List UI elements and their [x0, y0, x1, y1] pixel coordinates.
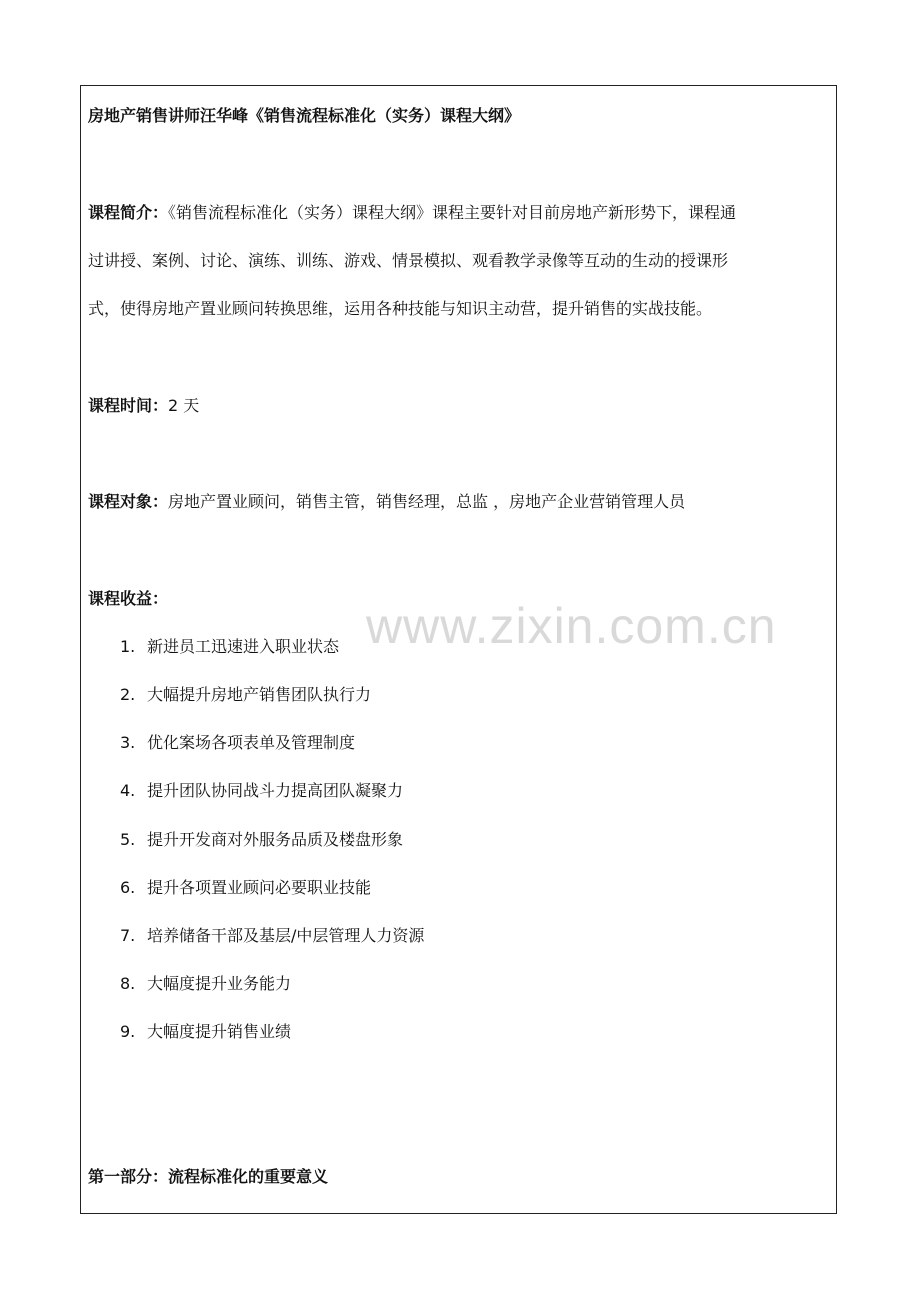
benefit-text: 提升各项置业顾问必要职业技能	[147, 878, 372, 897]
benefit-text: 优化案场各项表单及管理制度	[147, 733, 356, 752]
benefit-text: 大幅提升房地产销售团队执行力	[147, 685, 372, 704]
intro-line-2: 过讲授、案例、讨论、演练、训练、游戏、情景模拟、观看教学录像等互动的生动的授课形	[88, 251, 729, 270]
benefit-number: 1.	[120, 637, 136, 656]
audience-value: 房地产置业顾问，销售主管，销售经理，总监 ，房地产企业营销管理人员	[168, 492, 686, 511]
benefit-item	[120, 924, 424, 948]
benefit-item	[120, 635, 339, 659]
watermark: www.zixin.com.cn	[366, 598, 777, 654]
section-heading: 第一部分：流程标准化的重要意义	[88, 1167, 329, 1186]
benefit-item	[120, 683, 371, 707]
benefit-item	[120, 828, 403, 852]
benefits-heading: 课程收益：	[88, 589, 169, 608]
benefit-number: 7.	[120, 926, 136, 945]
benefit-item	[120, 779, 403, 803]
benefit-text: 大幅度提升销售业绩	[147, 1022, 292, 1041]
intro-line-1	[88, 201, 833, 225]
benefit-number: 5.	[120, 830, 136, 849]
intro-text-1: 《销售流程标准化（实务）课程大纲》课程主要针对目前房地产新形势下，课程通	[168, 203, 737, 222]
benefit-number: 4.	[120, 781, 136, 800]
intro-label: 课程简介：	[88, 203, 169, 222]
benefit-text: 新进员工迅速进入职业状态	[147, 637, 340, 656]
audience-row	[88, 490, 685, 514]
benefit-item	[120, 1020, 291, 1044]
benefit-text: 培养储备干部及基层/中层管理人力资源	[147, 926, 425, 945]
audience-label: 课程对象：	[88, 492, 169, 511]
benefit-text: 提升开发商对外服务品质及楼盘形象	[147, 830, 404, 849]
benefit-number: 9.	[120, 1022, 136, 1041]
duration-label: 课程时间：	[88, 396, 169, 415]
benefit-item	[120, 876, 371, 900]
intro-line-3: 式，使得房地产置业顾问转换思维，运用各种技能与知识主动营，提升销售的实战技能。	[88, 299, 713, 318]
benefit-number: 3.	[120, 733, 136, 752]
benefit-number: 2.	[120, 685, 136, 704]
benefit-item	[120, 972, 291, 996]
document-title: 房地产销售讲师汪华峰《销售流程标准化（实务）课程大纲》	[88, 106, 521, 125]
duration-value: 2 天	[168, 396, 200, 415]
benefit-item	[120, 731, 355, 755]
benefit-text: 提升团队协同战斗力提高团队凝聚力	[147, 781, 404, 800]
benefit-number: 6.	[120, 878, 136, 897]
duration-row	[88, 394, 199, 418]
benefit-number: 8.	[120, 974, 136, 993]
benefit-text: 大幅度提升业务能力	[147, 974, 292, 993]
